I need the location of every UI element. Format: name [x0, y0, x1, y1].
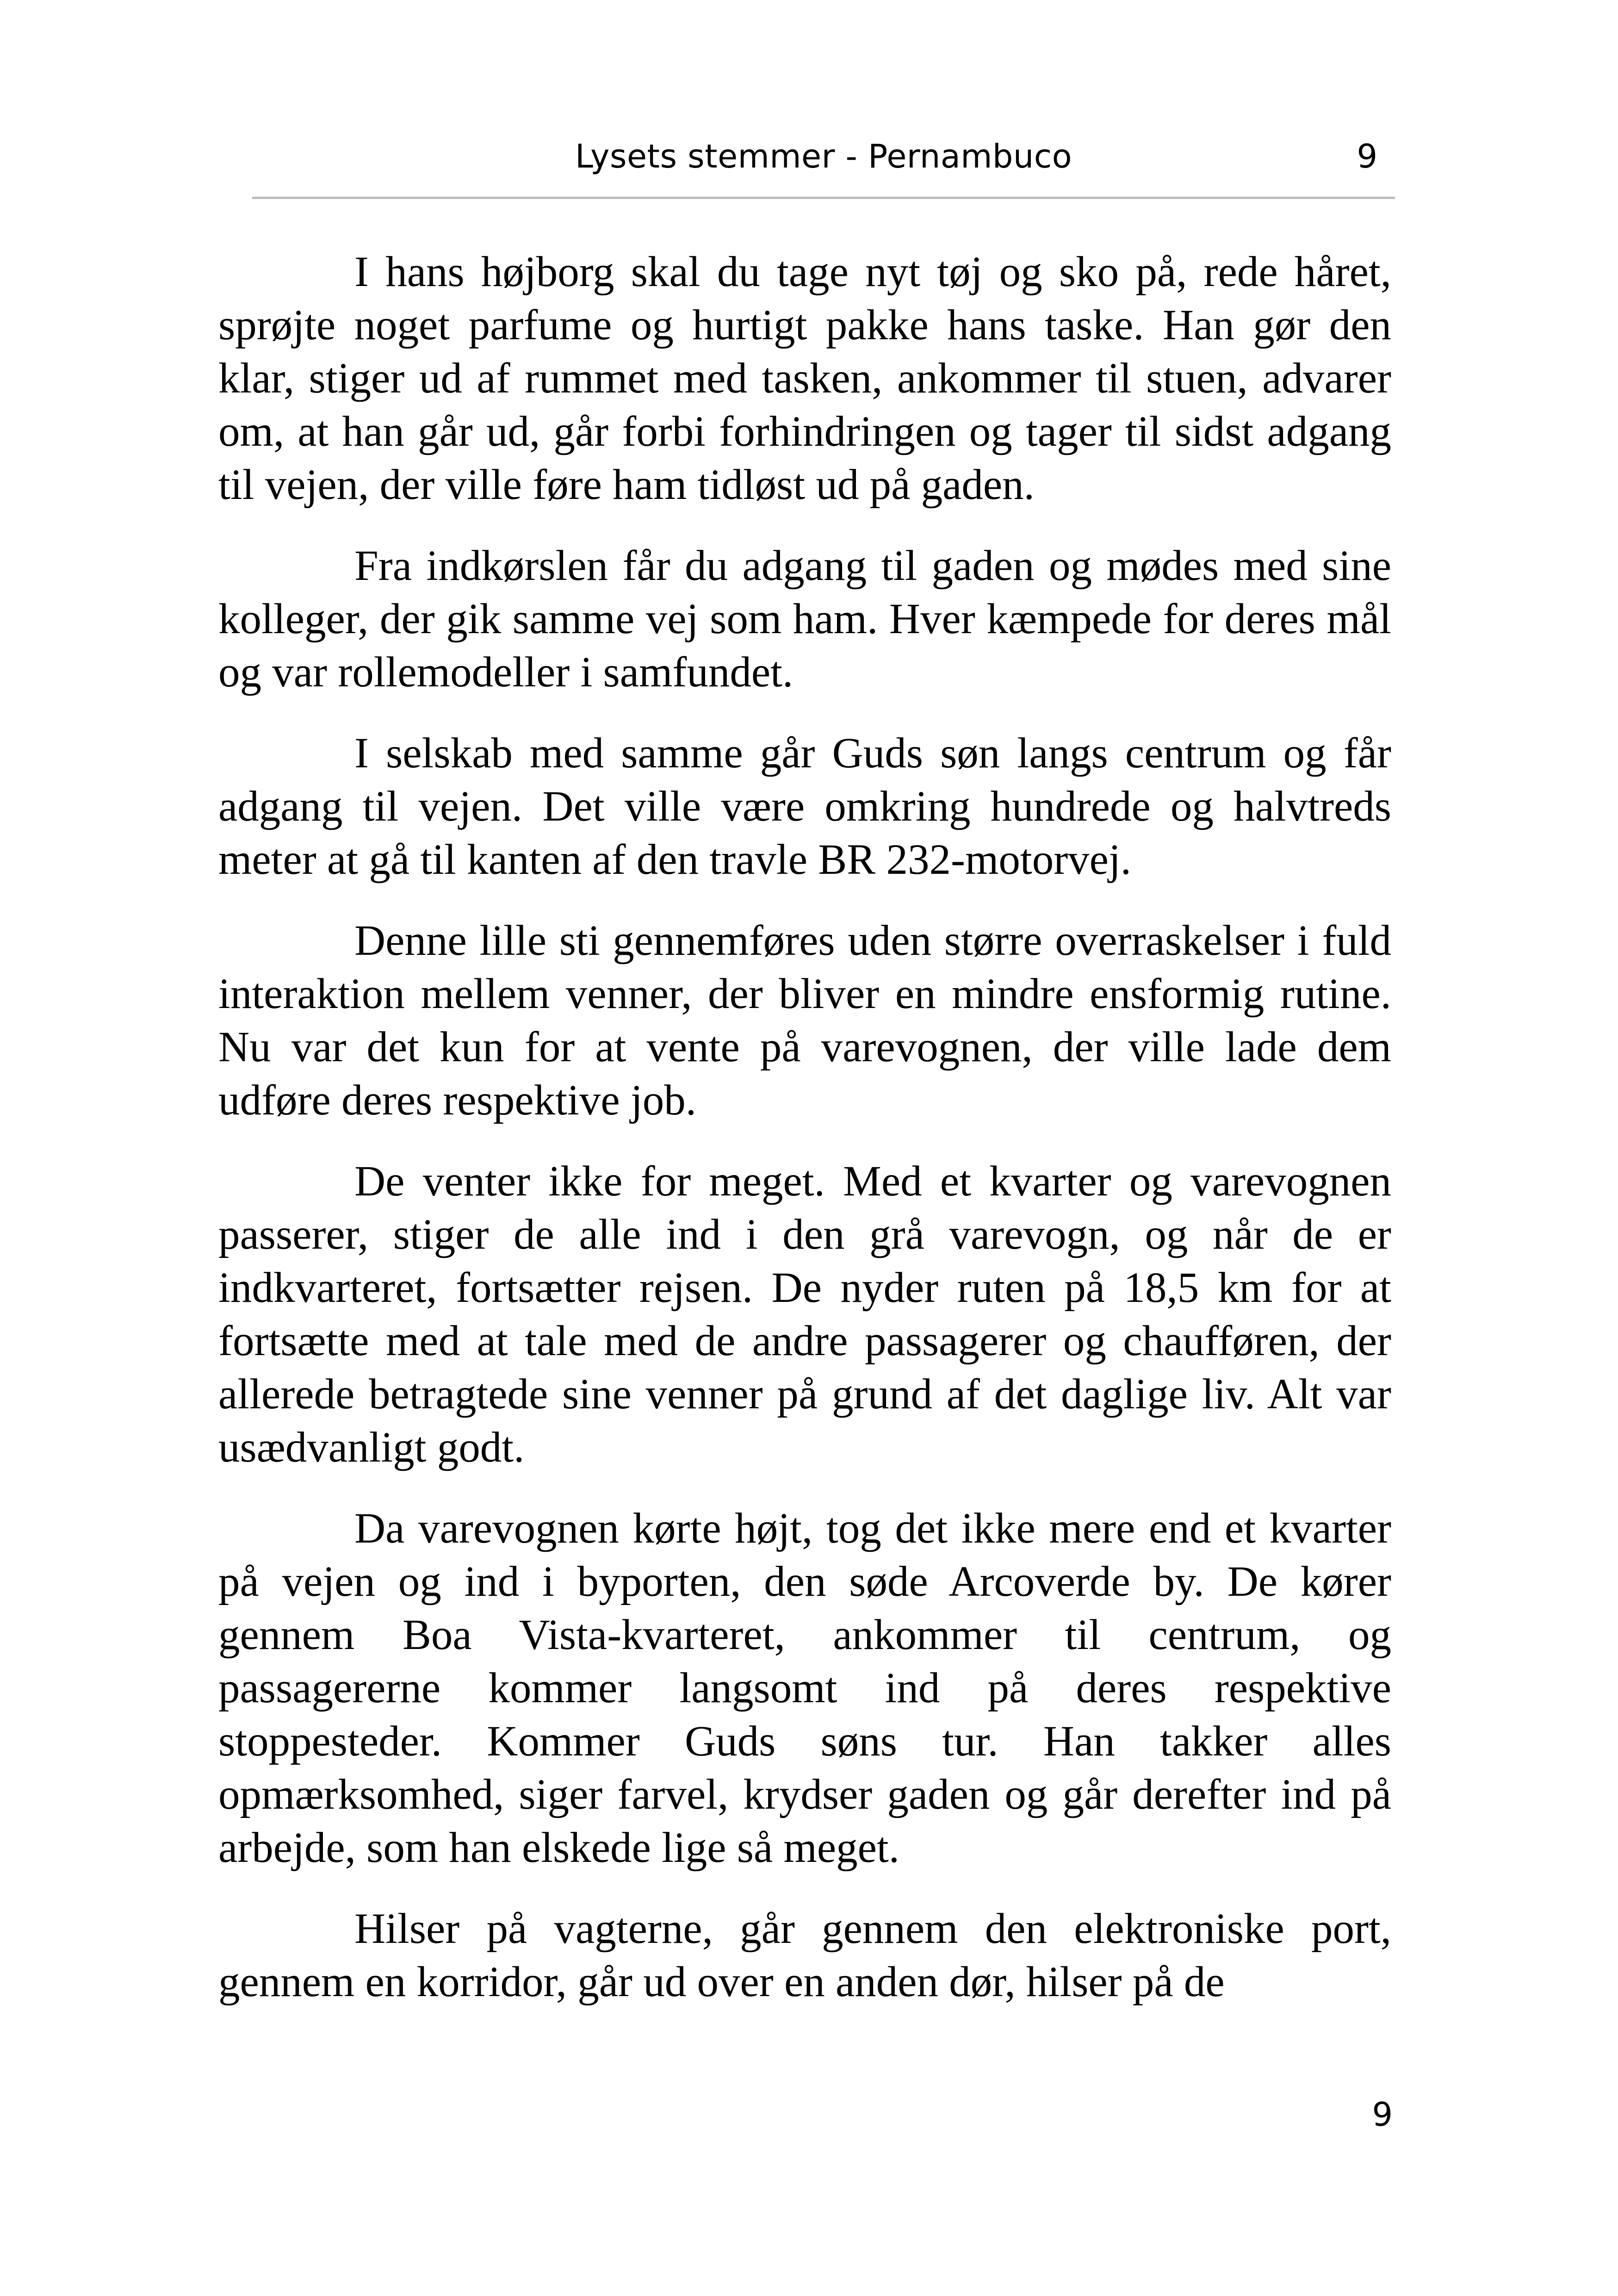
paragraph: Da varevognen kørte højt, tog det ikke mere end et kvarter på vejen og ind i byporten, den søde Arcoverde by. De kører gennem Boa Vista-kvarteret, ankommer til centrum, og passagererne kommer langsomt ind på deres respektive stoppesteder. Kommer Guds søns tur. Han takker alles opmærksomhed, siger farvel, krydser gaden og går derefter ind på arbejde, som han elskede lige så meget. [218, 1505, 1391, 1872]
running-header [252, 132, 1395, 199]
paragraph: Hilser på vagterne, går gennem den elektroniske port, gennem en korridor, går ud over en anden dør, hilser på de [218, 1905, 1391, 2006]
header-title: Lysets stemmer - Pernambuco [575, 137, 1072, 175]
paragraph: Denne lille sti gennemføres uden større overraskelser i fuld interaktion mellem venner, der bliver en mindre ensformig rutine. Nu var det kun for at vente på varevognen, der ville lade dem udføre deres respektive job. [218, 917, 1391, 1124]
paragraph: Fra indkørslen får du adgang til gaden og mødes med sine kolleger, der gik samme vej som ham. Hver kæmpede for deres mål og var rollemodeller i samfundet. [218, 542, 1391, 696]
paragraph: I hans højborg skal du tage nyt tøj og sko på, rede håret, sprøjte noget parfume og hurtigt pakke hans taske. Han gør den klar, stiger ud af rummet med tasken, ankommer til stuen, advarer om, at han går ud, går forbi forhindringen og tager til sidst adgang til vejen, der ville føre ham tidløst ud på gaden. [218, 248, 1391, 509]
paragraph: De venter ikke for meget. Med et kvarter og varevognen passerer, stiger de alle ind i den grå varevogn, og når de er indkvarteret, fortsætter rejsen. De nyder ruten på 18,5 km for at fortsætte med at tale med de andre passagerer og chaufføren, der allerede betragtede sine venner på grund af det daglige liv. Alt var usædvanligt godt. [218, 1157, 1391, 1471]
body-text [218, 245, 1391, 2036]
header-page-number: 9 [1357, 137, 1377, 175]
paragraph: I selskab med samme går Guds søn langs centrum og får adgang til vejen. Det ville være omkring hundrede og halvtreds meter at gå til kanten af den travle BR 232-motorvej. [218, 729, 1391, 884]
footer-page-number: 9 [1372, 2096, 1393, 2134]
